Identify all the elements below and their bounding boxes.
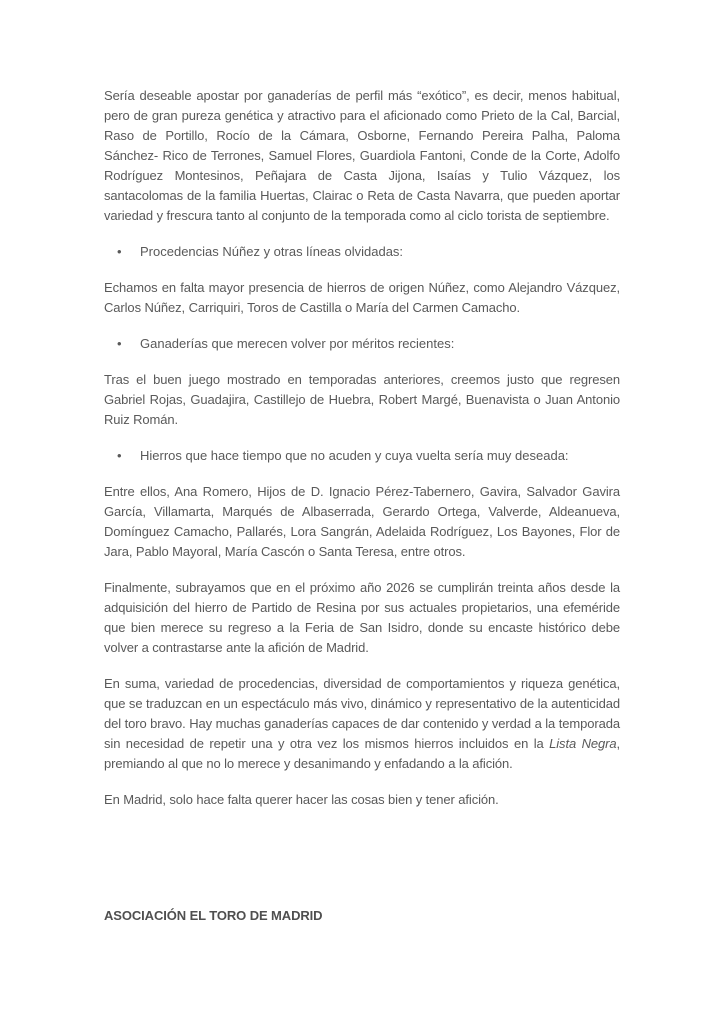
- list-item: [104, 334, 620, 354]
- bullet-icon: •: [117, 244, 122, 259]
- text-segment: Sería deseable apostar por ganaderías de perfil más “exótico”, es decir, menos habitual, pero de gran pureza genética y atractivo para el aficionado como Prieto de la Cal, Barcial, Raso de Portillo, Rocío de la Cámara, Osborne, Fernando Pereira Palha, Paloma Sánchez- Rico de Terrones, Samuel Flores, Guardiola Fantoni, Conde de la Corte, Adolfo Rodríguez Montesinos, Peñajara de Casta Jijona, Isaías y Tulio Vázquez, los santacolomas de la familia Huertas, Clairac o Reta de Casta Navarra, que pueden aportar variedad y frescura tanto al conjunto de la temporada como al ciclo torista de septiembre.: [104, 88, 620, 223]
- list-item: [104, 242, 620, 262]
- text-segment: Procedencias Núñez y otras líneas olvidadas:: [140, 244, 404, 259]
- text-segment: Ganaderías que merecen volver por méritos recientes:: [140, 336, 455, 351]
- footer-signature: ASOCIACIÓN EL TORO DE MADRID: [104, 908, 323, 923]
- list-item-label: [140, 448, 569, 463]
- paragraph: [104, 278, 620, 318]
- list-item-label: [140, 336, 454, 351]
- text-segment: En suma, variedad de procedencias, diversidad de comportamientos y riqueza genética, que se traduzcan en un espectáculo más vivo, dinámico y representativo de la autenticidad del toro bravo. Hay muchas ganaderías capaces de dar contenido y verdad a la temporada sin necesidad de repetir una y otra vez los mismos hierros incluidos en la: [104, 676, 620, 751]
- paragraph: [104, 482, 620, 562]
- text-segment: , premiando al que no lo merece y desanimando y enfadando a la afición.: [104, 736, 621, 771]
- text-segment: Hierros que hace tiempo que no acuden y cuya vuelta sería muy deseada:: [140, 448, 569, 463]
- text-segment: Echamos en falta mayor presencia de hierros de origen Núñez, como Alejandro Vázquez, Carlos Núñez, Carriquiri, Toros de Castilla o María del Carmen Camacho.: [104, 280, 620, 315]
- text-segment: Tras el buen juego mostrado en temporadas anteriores, creemos justo que regresen Gabriel Rojas, Guadajira, Castillejo de Huebra, Robert Margé, Buenavista o Juan Antonio Ruiz Román.: [104, 372, 620, 427]
- text-segment: Entre ellos, Ana Romero, Hijos de D. Ignacio Pérez-Tabernero, Gavira, Salvador Gavira García, Villamarta, Marqués de Albaserrada, Gerardo Ortega, Valverde, Aldeanueva, Domínguez Camacho, Pallarés, Lora Sangrán, Adelaida Rodríguez, Los Bayones, Flor de Jara, Pablo Mayoral, María Cascón o Santa Teresa, entre otros.: [104, 484, 620, 559]
- italic-text: Lista Negra: [549, 736, 617, 751]
- paragraph: [104, 578, 620, 658]
- paragraph: [104, 790, 620, 810]
- bullet-icon: •: [117, 448, 122, 463]
- document-body: [104, 86, 620, 810]
- text-segment: En Madrid, solo hace falta querer hacer las cosas bien y tener afición.: [104, 792, 499, 807]
- bullet-icon: •: [117, 336, 122, 351]
- paragraph: [104, 674, 620, 774]
- text-segment: Finalmente, subrayamos que en el próximo año 2026 se cumplirán treinta años desde la adquisición del hierro de Partido de Resina por sus actuales propietarios, una efeméride que bien merece su regreso a la Feria de San Isidro, donde su encaste histórico debe volver a contrastarse ante la afición de Madrid.: [104, 580, 620, 655]
- list-item-label: [140, 244, 403, 259]
- list-item: [104, 446, 620, 466]
- paragraph: [104, 86, 620, 226]
- paragraph: [104, 370, 620, 430]
